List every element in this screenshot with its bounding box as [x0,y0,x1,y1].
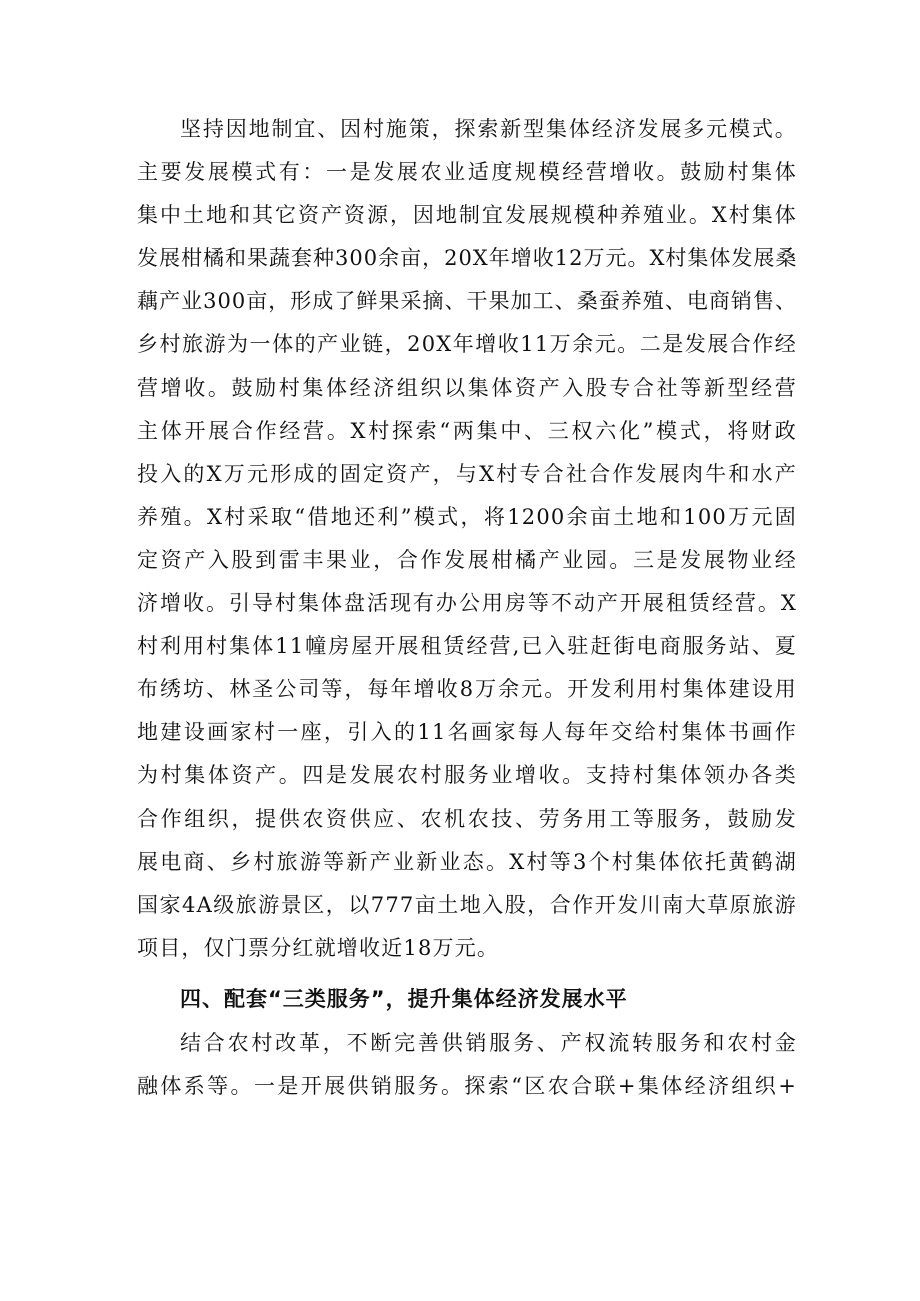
paragraph-line: 营增收。鼓励村集体经济组织以集体资产入股专合社等新型经营 [137,375,797,400]
paragraph-line: 乡村旅游为一体的产业链，20X年增收11万余元。二是发展合作经 [137,332,797,357]
paragraph-line: 结合农村改革，不断完善供销服务、产权流转服务和农村金 [180,1031,797,1055]
paragraph-line: 养殖。X村采取“借地还利”模式，将1200余亩土地和100万元固 [137,504,797,529]
paragraph-line: 项目，仅门票分红就增收近18万元。 [137,935,500,960]
paragraph-line: 主要发展模式有：一是发展农业适度规模经营增收。鼓励村集体 [137,160,797,185]
paragraph-line: 主体开展合作经营。X村探索“两集中、三权六化”模式，将财政 [137,418,797,443]
paragraph-line: 地建设画家村一座，引入的11名画家每人每年交给村集体书画作 [137,720,797,745]
paragraph-line: 合作组织，提供农资供应、农机农技、劳务用工等服务，鼓励发 [137,806,797,831]
paragraph-line: 布绣坊、林圣公司等，每年增收8万余元。开发利用村集体建设用 [137,677,797,702]
paragraph-line: 融体系等。一是开展供销服务。探索“区农合联+集体经济组织+ [137,1074,797,1099]
paragraph-line: 展电商、乡村旅游等新产业新业态。X村等3个村集体依托黄鹤湖 [137,849,797,874]
paragraph-line: 定资产入股到雷丰果业，合作发展柑橘产业园。三是发展物业经 [137,547,797,572]
paragraph-line: 投入的X万元形成的固定资产，与X村专合社合作发展肉牛和水产 [137,461,797,486]
paragraph-line: 济增收。引导村集体盘活现有办公用房等不动产开展租赁经营。X [137,591,797,616]
paragraph-line: 村利用村集体11幢房屋开展租赁经营,已入驻赶街电商服务站、夏 [137,634,797,659]
paragraph-line: 藕产业300亩，形成了鲜果采摘、干果加工、桑蚕养殖、电商销售、 [137,289,797,314]
paragraph-line: 为村集体资产。四是发展农村服务业增收。支持村集体领办各类 [137,763,797,788]
body-paragraph-1 [137,108,797,970]
body-paragraph-2 [137,1022,797,1108]
section-heading: 四、配套“三类服务”，提升集体经济发展水平 [180,987,628,1011]
paragraph-line: 坚持因地制宜、因村施策，探索新型集体经济发展多元模式。 [180,117,797,141]
paragraph-line: 集中土地和其它资产资源，因地制宜发展规模种养殖业。X村集体 [137,203,797,228]
paragraph-line: 发展柑橘和果蔬套种300余亩，20X年增收12万元。X村集体发展桑 [137,246,798,271]
paragraph-line: 国家4A级旅游景区，以777亩土地入股，合作开发川南大草原旅游 [137,892,797,917]
